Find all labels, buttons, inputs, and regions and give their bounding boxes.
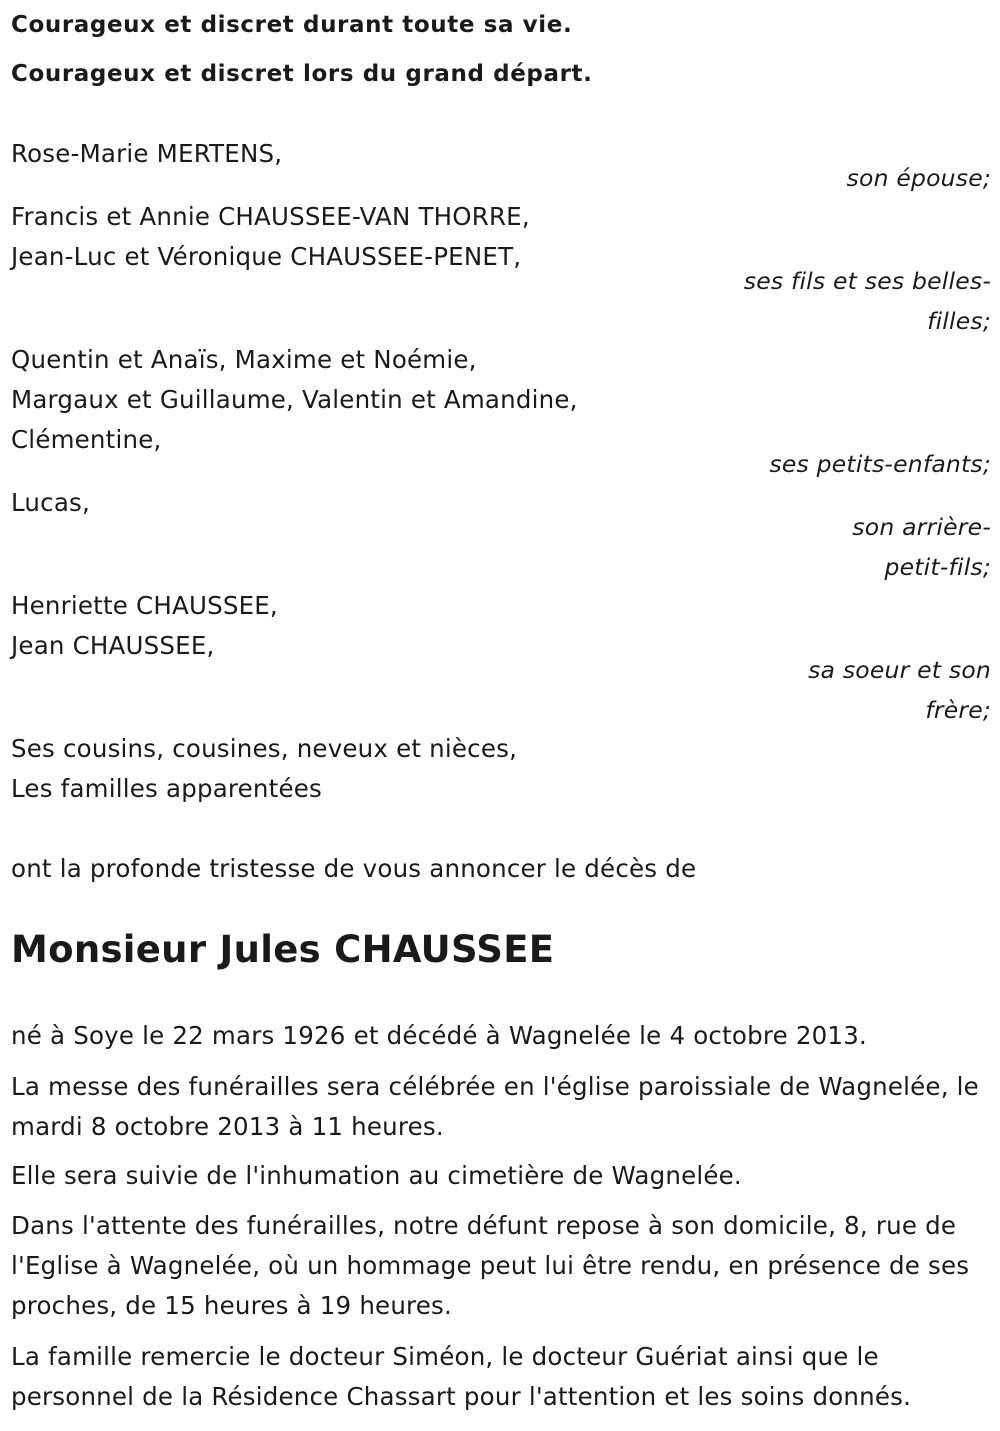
great-grandson-relation-1: son arrière- xyxy=(852,513,991,541)
others-line-1: Ses cousins, cousines, neveux et nièces, xyxy=(11,734,518,763)
great-grandson-name: Lucas, xyxy=(11,488,90,517)
spouse-relation: son épouse; xyxy=(846,164,991,192)
intro-line-2: Courageux et discret lors du grand départ. xyxy=(11,61,593,87)
deceased-name: Monsieur Jules CHAUSSEE xyxy=(11,928,555,971)
grandchildren-line-1: Quentin et Anaïs, Maxime et Noémie, xyxy=(11,345,477,374)
sibling-name-1: Henriette CHAUSSEE, xyxy=(11,591,278,620)
grandchildren-line-3: Clémentine, xyxy=(11,425,162,454)
burial-info: Elle sera suivie de l'inhumation au cimetière de Wagnelée. xyxy=(11,1161,742,1190)
son-name-2: Jean-Luc et Véronique CHAUSSEE-PENET, xyxy=(11,242,522,271)
sibling-name-2: Jean CHAUSSEE, xyxy=(11,631,215,660)
funeral-mass-info: La messe des funérailles sera célébrée en l'église paroissiale de Wagnelée, le mardi 8 octobre 2013 à 11 heures. xyxy=(11,1072,979,1141)
intro-line-1: Courageux et discret durant toute sa vie. xyxy=(11,12,573,38)
family-thanks: La famille remercie le docteur Siméon, le docteur Guériat ainsi que le personnel de la Résidence Chassart pour l'attention et les soins donnés. xyxy=(11,1342,912,1411)
others-line-2: Les familles apparentées xyxy=(11,774,322,803)
sons-relation-1: ses fils et ses belles- xyxy=(743,267,991,295)
spouse-name: Rose-Marie MERTENS, xyxy=(11,139,283,168)
grandchildren-relation: ses petits-enfants; xyxy=(769,450,991,478)
siblings-relation-1: sa soeur et son xyxy=(808,656,991,684)
visitation-info: Dans l'attente des funérailles, notre défunt repose à son domicile, 8, rue de l'Eglise à Wagnelée, où un hommage peut lui être rendu, en présence de ses proches, de 15 heures à 19 heures. xyxy=(11,1211,970,1320)
siblings-relation-2: frère; xyxy=(925,696,991,724)
great-grandson-relation-2: petit-fils; xyxy=(884,553,991,581)
sons-relation-2: filles; xyxy=(927,307,991,335)
announcement: ont la profonde tristesse de vous annoncer le décès de xyxy=(11,854,697,883)
grandchildren-line-2: Margaux et Guillaume, Valentin et Amandine, xyxy=(11,385,578,414)
birth-death-info: né à Soye le 22 mars 1926 et décédé à Wagnelée le 4 octobre 2013. xyxy=(11,1021,867,1050)
son-name-1: Francis et Annie CHAUSSEE-VAN THORRE, xyxy=(11,202,530,231)
